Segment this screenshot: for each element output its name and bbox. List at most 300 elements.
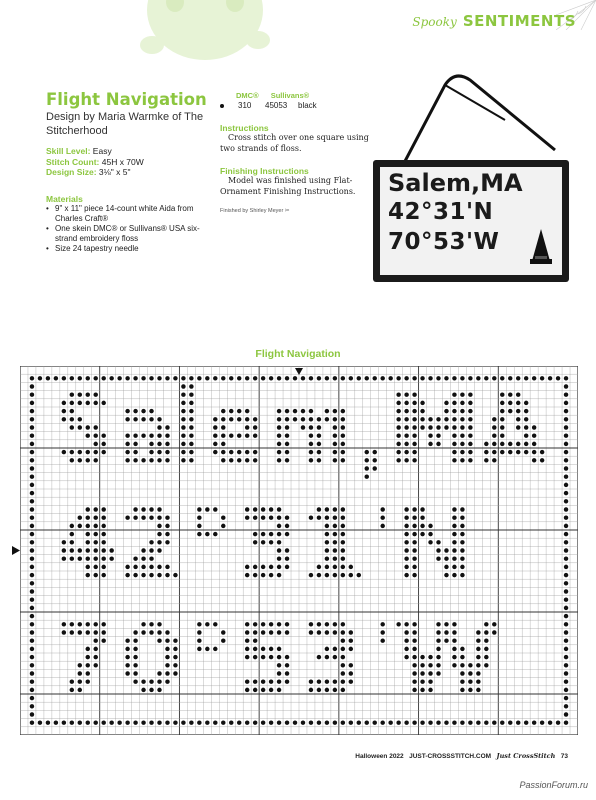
key-sullivans-number: 45053 [265,101,288,110]
stitch-mark [564,425,568,429]
stitch-mark [157,688,161,692]
stitch-mark [484,630,488,634]
stitch-mark [428,540,432,544]
stitch-mark [333,524,337,528]
stitch-mark [428,376,432,380]
stitch-mark [420,409,424,413]
stitch-mark [412,507,416,511]
stitch-mark [492,425,496,429]
stitch-mark [309,433,313,437]
stitch-mark [101,556,105,560]
stitch-mark [333,688,337,692]
stitch-mark [30,425,34,429]
stitch-mark [93,507,97,511]
stitch-mark [30,524,34,528]
stitch-mark [564,540,568,544]
stitch-mark [396,442,400,446]
stitch-mark [125,573,129,577]
stitch-mark [269,655,273,659]
stitch-mark [333,556,337,560]
stitch-mark [261,720,265,724]
project-title: Flight Navigation [46,90,207,109]
stitch-mark [221,425,225,429]
watermark: PassionForum.ru [519,780,588,790]
stitch-mark [149,565,153,569]
stitch-mark [285,376,289,380]
stitch-mark [165,458,169,462]
stitch-mark [452,515,456,519]
stitch-mark [564,614,568,618]
stitch-mark [404,573,408,577]
stitch-mark [341,622,345,626]
stitch-mark [444,565,448,569]
stitch-mark [229,433,233,437]
stitch-mark [333,433,337,437]
cross-stitch-chart [20,366,578,735]
stitch-mark [93,565,97,569]
stitch-mark [444,573,448,577]
stitch-mark [564,630,568,634]
stitch-mark [277,565,281,569]
stitch-mark [101,376,105,380]
stitch-mark [412,450,416,454]
stitch-mark [101,565,105,569]
stitch-mark [404,622,408,626]
stitch-mark [125,663,129,667]
stitch-mark [365,458,369,462]
stitch-mark [245,720,249,724]
stitch-mark [285,409,289,413]
stitch-mark [372,458,376,462]
stitch-mark [277,409,281,413]
stitch-mark [404,556,408,560]
stitch-mark [404,515,408,519]
stitch-mark [30,392,34,396]
stitch-mark [165,532,169,536]
stitch-mark [396,450,400,454]
stitch-mark [189,417,193,421]
stitch-mark [285,679,289,683]
stitch-mark [309,425,313,429]
stitch-mark [78,458,82,462]
stitch-mark [325,679,329,683]
stitch-mark [452,638,456,642]
stitch-mark [62,630,66,634]
stitch-mark [253,655,257,659]
stitch-mark [412,409,416,413]
stitch-mark [444,401,448,405]
stitch-mark [428,425,432,429]
stitch-mark [524,433,528,437]
stitch-mark [540,720,544,724]
stitch-mark [245,433,249,437]
stitch-mark [396,622,400,626]
stitch-mark [380,376,384,380]
stitch-mark [253,540,257,544]
stitch-mark [101,401,105,405]
stitch-mark [30,581,34,585]
stitch-mark [452,417,456,421]
stitch-mark [396,376,400,380]
stitch-mark [197,507,201,511]
stitch-mark [205,507,209,511]
stitch-mark [404,638,408,642]
stitch-mark [181,409,185,413]
stitch-mark [452,442,456,446]
stitch-symbol-icon [220,104,224,108]
stitch-mark [133,376,137,380]
stitch-mark [237,417,241,421]
stitch-mark [261,376,265,380]
stitch-mark [317,622,321,626]
stitch-mark [436,556,440,560]
stitch-mark [404,540,408,544]
stitch-mark [460,556,464,560]
stitch-mark [30,409,34,413]
stitch-mark [460,442,464,446]
stitch-mark [141,720,145,724]
stitch-mark [237,720,241,724]
stitch-mark [277,433,281,437]
stitch-mark [93,433,97,437]
stitch-mark [70,425,74,429]
stitch-mark [452,573,456,577]
stitch-mark [237,450,241,454]
stitch-mark [165,433,169,437]
stitch-mark [341,458,345,462]
stitch-mark [341,450,345,454]
stitch-mark [86,532,90,536]
stitch-mark [500,450,504,454]
stitch-mark [500,417,504,421]
stitch-mark [468,401,472,405]
stitch-mark [269,630,273,634]
stitch-mark [157,638,161,642]
stitch-mark [253,720,257,724]
stitch-mark [125,458,129,462]
stitch-mark [365,376,369,380]
stitch-mark [93,425,97,429]
stitch-mark [309,458,313,462]
stitch-mark [133,515,137,519]
stitch-mark [133,417,137,421]
stitch-mark [412,655,416,659]
stitch-mark [46,720,50,724]
stitch-mark [181,417,185,421]
stitch-mark [141,573,145,577]
stitch-mark [86,679,90,683]
stitch-mark [149,507,153,511]
stitch-mark [420,524,424,528]
stitch-mark [253,573,257,577]
stitch-mark [93,458,97,462]
stitch-mark [165,442,169,446]
stitch-mark [141,458,145,462]
stitch-mark [245,409,249,413]
stitch-mark [349,663,353,667]
stitch-mark [396,392,400,396]
key-dmc-number: 310 [238,101,252,110]
stitch-mark [444,409,448,413]
stitch-mark [372,720,376,724]
stitch-mark [460,655,464,659]
stitch-mark [78,425,82,429]
stitch-mark [508,392,512,396]
stitch-mark [396,417,400,421]
stitch-mark [54,376,58,380]
stitch-mark [420,401,424,405]
stitch-mark [70,540,74,544]
stitch-mark [436,425,440,429]
stitch-mark [70,458,74,462]
stitch-mark [157,376,161,380]
stitch-mark [444,425,448,429]
stitch-mark [404,655,408,659]
stitch-mark [189,425,193,429]
stitch-mark [70,630,74,634]
stitch-mark [524,417,528,421]
stitch-mark [261,540,265,544]
stitch-mark [86,630,90,634]
stitch-mark [101,450,105,454]
stitch-mark [253,679,257,683]
stitch-mark [157,540,161,544]
stitch-mark [396,720,400,724]
stitch-mark [245,417,249,421]
stitch-mark [428,532,432,536]
stitch-mark [333,655,337,659]
stitch-mark [404,507,408,511]
stitch-mark [277,622,281,626]
stitch-mark [30,565,34,569]
stitch-mark [564,679,568,683]
brand-prefix: Spooky [412,15,457,29]
stitch-mark [149,417,153,421]
stitch-mark [309,720,313,724]
stitch-mark [78,515,82,519]
stitch-mark [500,409,504,413]
stitch-mark [333,458,337,462]
stitch-mark [492,417,496,421]
stitch-mark [285,720,289,724]
stitch-mark [261,647,265,651]
stitch-mark [101,573,105,577]
stitch-mark [372,466,376,470]
stitch-mark [93,647,97,651]
stitch-mark [93,532,97,536]
stitch-mark [269,647,273,651]
stitch-mark [189,401,193,405]
stitch-mark [476,647,480,651]
stitch-mark [349,573,353,577]
stitch-mark [564,458,568,462]
stitch-mark [141,515,145,519]
stitch-mark [444,720,448,724]
stitch-mark [341,507,345,511]
stitch-mark [365,474,369,478]
section-brand [412,12,576,30]
stitch-mark [62,540,66,544]
stitch-mark [46,376,50,380]
stitch-mark [70,392,74,396]
stitch-mark [78,401,82,405]
stitch-mark [62,376,66,380]
stitch-mark [325,409,329,413]
stitch-mark [404,647,408,651]
stitch-mark [261,630,265,634]
stitch-mark [30,556,34,560]
stitch-mark [181,433,185,437]
stitch-mark [404,425,408,429]
stitch-mark [101,532,105,536]
stitch-mark [412,647,416,651]
stitch-mark [173,573,177,577]
stitch-mark [62,417,66,421]
stitch-mark [396,401,400,405]
stitch-mark [30,573,34,577]
stitch-mark [70,524,74,528]
stitch-mark [38,376,42,380]
stitch-mark [412,442,416,446]
stitch-mark [484,450,488,454]
stitch-mark [93,622,97,626]
stitch-mark [133,647,137,651]
stitch-mark [309,573,313,577]
stitch-mark [309,688,313,692]
stitch-mark [420,679,424,683]
stitch-mark [428,688,432,692]
stitch-mark [516,442,520,446]
stitch-mark [492,433,496,437]
stitch-mark [436,417,440,421]
stitch-mark [101,548,105,552]
stitch-mark [492,630,496,634]
stitch-mark [221,442,225,446]
stitch-mark [141,376,145,380]
stitch-mark [245,630,249,634]
stitch-mark [301,376,305,380]
stitch-mark [237,376,241,380]
stitch-mark [564,524,568,528]
stitch-mark [253,532,257,536]
stitch-mark [476,638,480,642]
stitch-mark [213,376,217,380]
stitch-mark [452,540,456,544]
stitch-mark [341,524,345,528]
stitch-mark [460,524,464,528]
stitch-mark [30,638,34,642]
stitch-mark [412,573,416,577]
stitch-mark [476,671,480,675]
stitch-mark [325,376,329,380]
stitch-mark [86,655,90,659]
stitch-mark [253,458,257,462]
stitch-mark [261,655,265,659]
stitch-mark [30,376,34,380]
stitch-mark [141,507,145,511]
stitch-mark [293,376,297,380]
stitch-mark [245,376,249,380]
stitch-mark [197,515,201,519]
stitch-mark [357,376,361,380]
stitch-mark [245,515,249,519]
stitch-mark [62,409,66,413]
stitch-mark [78,671,82,675]
stitch-mark [524,409,528,413]
stitch-mark [420,417,424,421]
stitch-mark [149,458,153,462]
stitch-mark [269,688,273,692]
stitch-mark [452,565,456,569]
stitch-mark [165,565,169,569]
stitch-mark [412,565,416,569]
stitch-mark [285,565,289,569]
stitch-mark [70,688,74,692]
stitch-mark [133,458,137,462]
stitch-mark [524,720,528,724]
stitch-mark [245,425,249,429]
stitch-mark [101,720,105,724]
stitch-mark [436,647,440,651]
stitch-mark [197,376,201,380]
stitch-mark [285,458,289,462]
stitch-mark [285,433,289,437]
stitch-mark [532,720,536,724]
stitch-mark [86,540,90,544]
stitch-mark [285,417,289,421]
stitch-mark [269,376,273,380]
stitch-mark [341,671,345,675]
stitch-mark [277,507,281,511]
stitch-mark [468,450,472,454]
stitch-mark [333,515,337,519]
stitch-mark [30,630,34,634]
stitch-mark [253,622,257,626]
stitch-mark [468,409,472,413]
stitch-mark [165,515,169,519]
stitch-mark [30,540,34,544]
list-item: • Size 24 tapestry needle [46,244,216,254]
stitch-mark [221,433,225,437]
stitch-mark [205,376,209,380]
stitch-mark [516,401,520,405]
stitch-mark [141,565,145,569]
stitch-mark [500,376,504,380]
stitch-mark [277,540,281,544]
stitch-mark [452,433,456,437]
stitch-mark [436,548,440,552]
stitch-mark [564,581,568,585]
stitch-mark [269,622,273,626]
stitch-mark [500,425,504,429]
stitch-mark [468,663,472,667]
stitch-mark [62,548,66,552]
stitch-mark [341,573,345,577]
stitch-mark [149,515,153,519]
stitch-mark [460,515,464,519]
stitch-mark [540,376,544,380]
stitch-mark [30,548,34,552]
stitch-mark [452,655,456,659]
stitch-mark [133,450,137,454]
stitch-mark [221,409,225,413]
stitch-mark [93,556,97,560]
stitch-mark [62,401,66,405]
stitch-mark [460,720,464,724]
stitch-mark [341,409,345,413]
stitch-mark [277,515,281,519]
stitch-mark [380,515,384,519]
